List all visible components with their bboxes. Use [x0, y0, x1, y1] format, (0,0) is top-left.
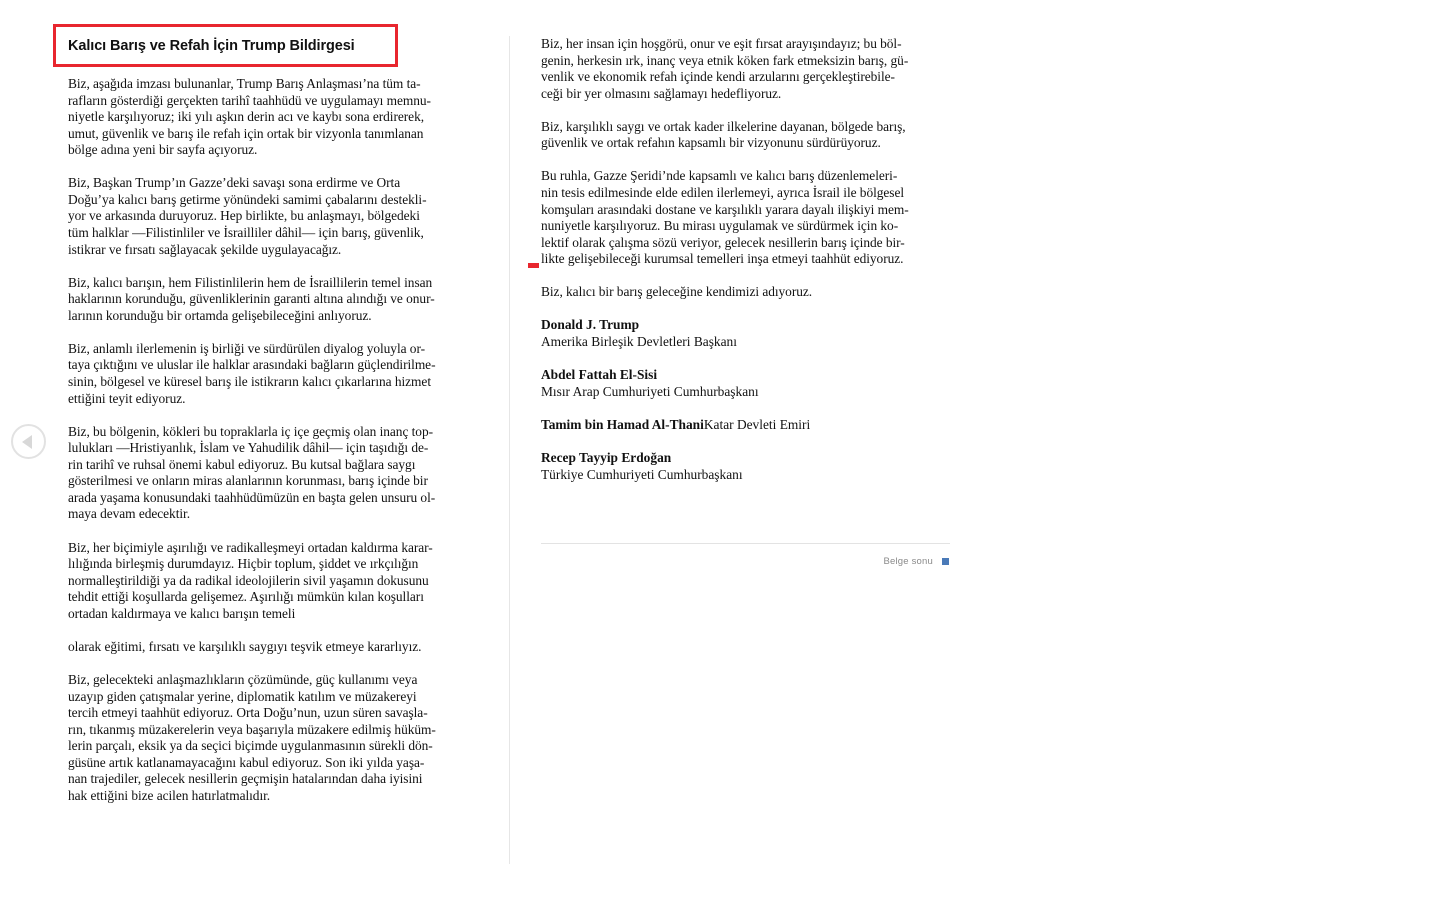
paragraph: Bu ruhla, Gazze Şeridi’nde kapsamlı ve kalıcı barış düzenlemeleri- nin tesis edilmesinde elde edilen ilerlemeyi, ayrıca İsrail ile bölgesel komşuları arasındaki dostane ve karşılıklı yarara dayalı ilişkiyi mem- nuniyetle karşılıyoruz. Bu mirası uygulamak ve sürdürmek için ko- lektif olarak çalışma sözü veriyor, gelecek nesillerin barış içinde bir- likte gelişebileceği kurumsal temelleri inşa etmeyi taahhüt ediyoruz.	[541, 168, 909, 267]
paragraph: Biz, her biçimiyle aşırılığı ve radikalleşmeyi ortadan kaldırma karar- lılığında birleşmiş durumdayız. Hiçbir toplum, şiddet ve ırkçılığın normalleştirildiği ya da radikal ideolojilerin sivil yaşamın dokusunu tehdit ettiği koşullarda gelişemez. Aşırılığı mümkün kılan koşulları ortadan kaldırmaya ve kalıcı barışın temeli	[68, 539, 433, 621]
right-column	[541, 36, 953, 500]
paragraph: Biz, kalıcı bir barış geleceğine kendimizi adıyoruz.	[541, 284, 813, 300]
paragraph: Biz, Başkan Trump’ın Gazze’deki savaşı sona erdirme ve Orta Doğu’ya kalıcı barış getirme yönündeki samimi çabalarını destekli- yor ve arkasında duruyoruz. Hep birlikte, bu anlaşmayı, bölgedeki tüm halklar —Filistinliler ve İsrailliler dâhil— için barış, güvenlik, istikrar ve fırsatı sağlayacak şekilde uygulayacağız.	[68, 175, 427, 257]
signatory-title: Katar Devleti Emiri	[703, 416, 811, 432]
red-edit-marker	[528, 263, 539, 268]
chevron-left-icon	[22, 435, 32, 449]
left-column	[68, 76, 480, 821]
paragraph: olarak eğitimi, fırsatı ve karşılıklı saygıyı teşvik etmeye kararlıyız.	[68, 638, 422, 654]
signatory-name: Tamim bin Hamad Al-Thani	[541, 416, 704, 432]
end-of-document-label: Belge sonu	[883, 556, 933, 567]
signatory-name: Donald J. Trump	[541, 317, 640, 333]
paragraph: Biz, kalıcı barışın, hem Filistinlilerin hem de İsraillilerin temel insan haklarının korunduğu, güvenliklerinin garanti altına alındığı ve onur- larının korunduğu bir ortamda gelişebileceğini anlıyoruz.	[68, 274, 435, 323]
signatory-title: Türkiye Cumhuriyeti Cumhurbaşkanı	[541, 466, 743, 482]
signatory	[541, 367, 953, 400]
signatory-title: Mısır Arap Cumhuriyeti Cumhurbaşkanı	[541, 383, 759, 399]
column-divider	[509, 36, 510, 864]
signatory	[541, 450, 953, 483]
signatory	[541, 317, 953, 350]
signatory-title: Amerika Birleşik Devletleri Başkanı	[541, 334, 737, 350]
paragraph: Biz, her insan için hoşgörü, onur ve eşit fırsat arayışındayız; bu böl- genin, herkesin ırk, inanç veya etnik köken fark etmeksizin barış, gü- venlik ve ekonomik refah içinde kendi arzularını gerçekleştirebile- ceği bir yer olmasını sağlamayı hedefliyoruz.	[541, 36, 909, 101]
paragraph: Biz, bu bölgenin, kökleri bu topraklarla iç içe geçmiş olan inanç top- lulukları —Hristiyanlık, İslam ve Yahudilik dâhil— için taşıdığı de- rin tarihî ve ruhsal önemi kabul ediyoruz. Bu kutsal bağlara saygı gösterilmesi ve onların miras alanlarının korunması, barış içinde bir arada yaşama konusundaki taahhüdümüzün en başta gelen unsuru ol- maya devam edecektir.	[68, 423, 436, 522]
end-divider	[541, 543, 950, 544]
paragraph: Biz, karşılıklı saygı ve ortak kader ilkelerine dayanan, bölgede barış, güvenlik ve ortak refahın kapsamlı bir vizyonunu sürdürüyoruz.	[541, 118, 906, 151]
paragraph: Biz, aşağıda imzası bulunanlar, Trump Barış Anlaşması’na tüm ta- rafların gösterdiği gerçekten tarihî taahhüdü ve uygulamayı memnu- niyetle karşılıyoruz; iki yılı aşkın derin acı ve kaybı sona erdirerek, umut, güvenlik ve barış ile refah için ortak bir vizyonla tanımlanan bölge adına yeni bir sayfa açıyoruz.	[68, 76, 431, 158]
signatory-name: Abdel Fattah El-Sisi	[541, 367, 658, 383]
signatory	[541, 417, 953, 434]
document-title: Kalıcı Barış ve Refah İçin Trump Bildirgesi	[68, 38, 355, 54]
title-highlight-box	[53, 24, 398, 67]
previous-page-button[interactable]	[11, 424, 46, 459]
paragraph: Biz, gelecekteki anlaşmazlıkların çözümünde, güç kullanımı veya uzayıp giden çatışmalar yerine, diplomatik katılım ve müzakereyi tercih etmeyi taahhüt ediyoruz. Orta Doğu’nun, uzun süren savaşla- rın, tıkanmış müzakerelerin veya başarıyla müzakere edilmiş hüküm- lerin parçalı, eksik ya da seçici biçimde uygulanmasının sürekli dön- güsüne artık katlanamayacağını kabul ediyoruz. Son iki yılda yaşa- nan trajediler, gelecek nesillerin geçmişin hatalarından daha iyisini hak ettiğini bize acilen hatırlatmalıdır.	[68, 672, 436, 803]
paragraph: Biz, anlamlı ilerlemenin iş birliği ve sürdürülen diyalog yoluyla or- taya çıktığını ve uluslar ile halklar arasındaki bağların güçlendirilme- sinin, bölgesel ve küresel barış ile istikrarın kalıcı çıkarlarına hizmet ettiğini teyit ediyoruz.	[68, 340, 436, 406]
end-marker-icon	[942, 558, 949, 565]
signatory-name: Recep Tayyip Erdoğan	[541, 450, 672, 465]
